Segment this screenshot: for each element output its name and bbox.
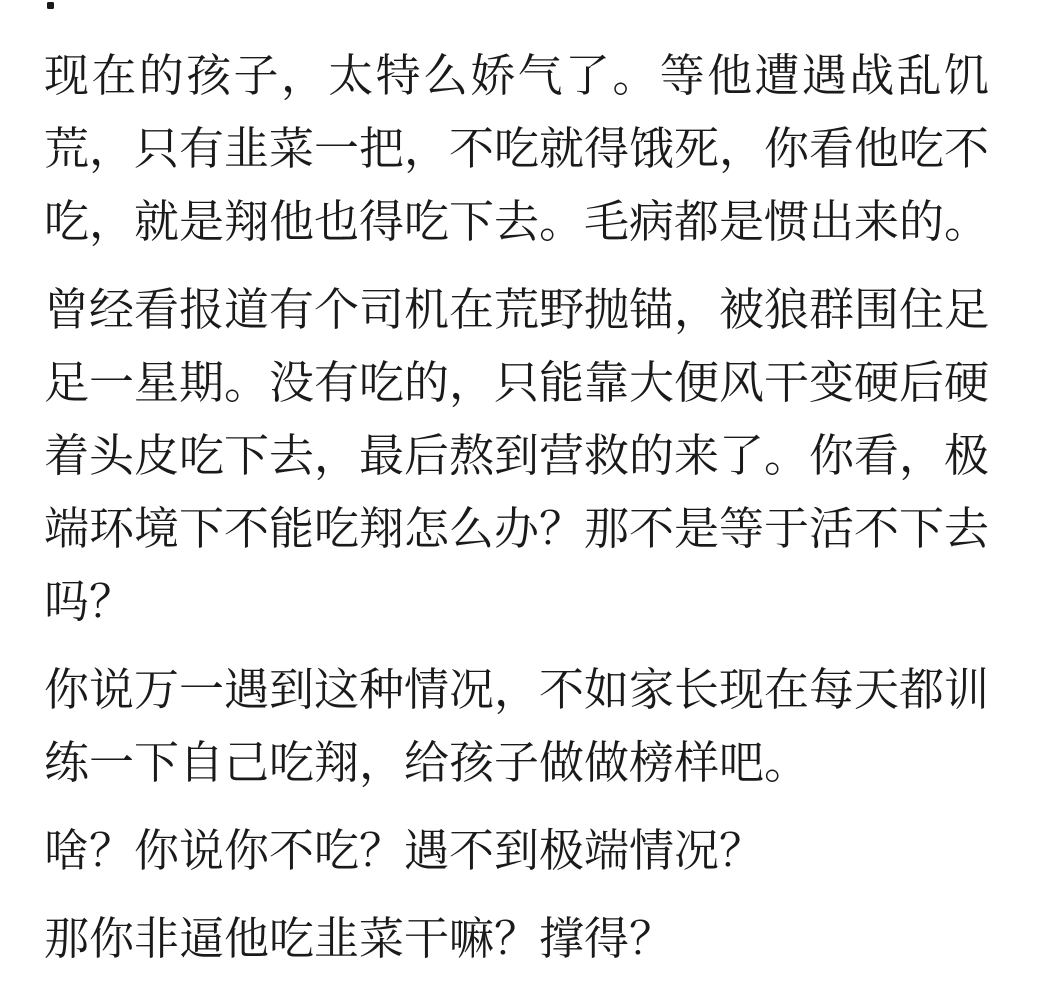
paragraph (44, 902, 989, 975)
text-line: 现在的孩子，太特么娇气了。等他遭遇战乱饥 (44, 50, 989, 101)
text-line: 吗？ (44, 576, 135, 627)
post-body-text (44, 39, 989, 975)
paragraph (44, 653, 989, 799)
text-line: 端环境下不能吃翔怎么办？那不是等于活不下去 (44, 503, 990, 554)
text-line: 吃，就是翔他也得吃下去。毛病都是惯出来的。 (44, 196, 990, 247)
text-line: 曾经看报道有个司机在荒野抛锚，被狼群围住足 (44, 284, 990, 335)
paragraph (44, 273, 989, 638)
text-line: 那你非逼他吃韭菜干嘛？撑得？ (44, 913, 675, 964)
paragraph (44, 814, 989, 887)
cropped-text-dot (47, 2, 54, 9)
text-line: 你说万一遇到这种情况，不如家长现在每天都训 (44, 664, 990, 715)
text-line: 着头皮吃下去，最后熬到营救的来了。你看，极 (44, 430, 990, 481)
text-line: 荒，只有韭菜一把，不吃就得饿死，你看他吃不 (44, 123, 990, 174)
text-line: 啥？你说你不吃？遇不到极端情况？ (44, 825, 765, 876)
text-line: 练一下自己吃翔，给孩子做做榜样吧。 (44, 737, 810, 788)
paragraph (44, 39, 989, 258)
text-line: 足一星期。没有吃的，只能靠大便风干变硬后硬 (44, 357, 990, 408)
